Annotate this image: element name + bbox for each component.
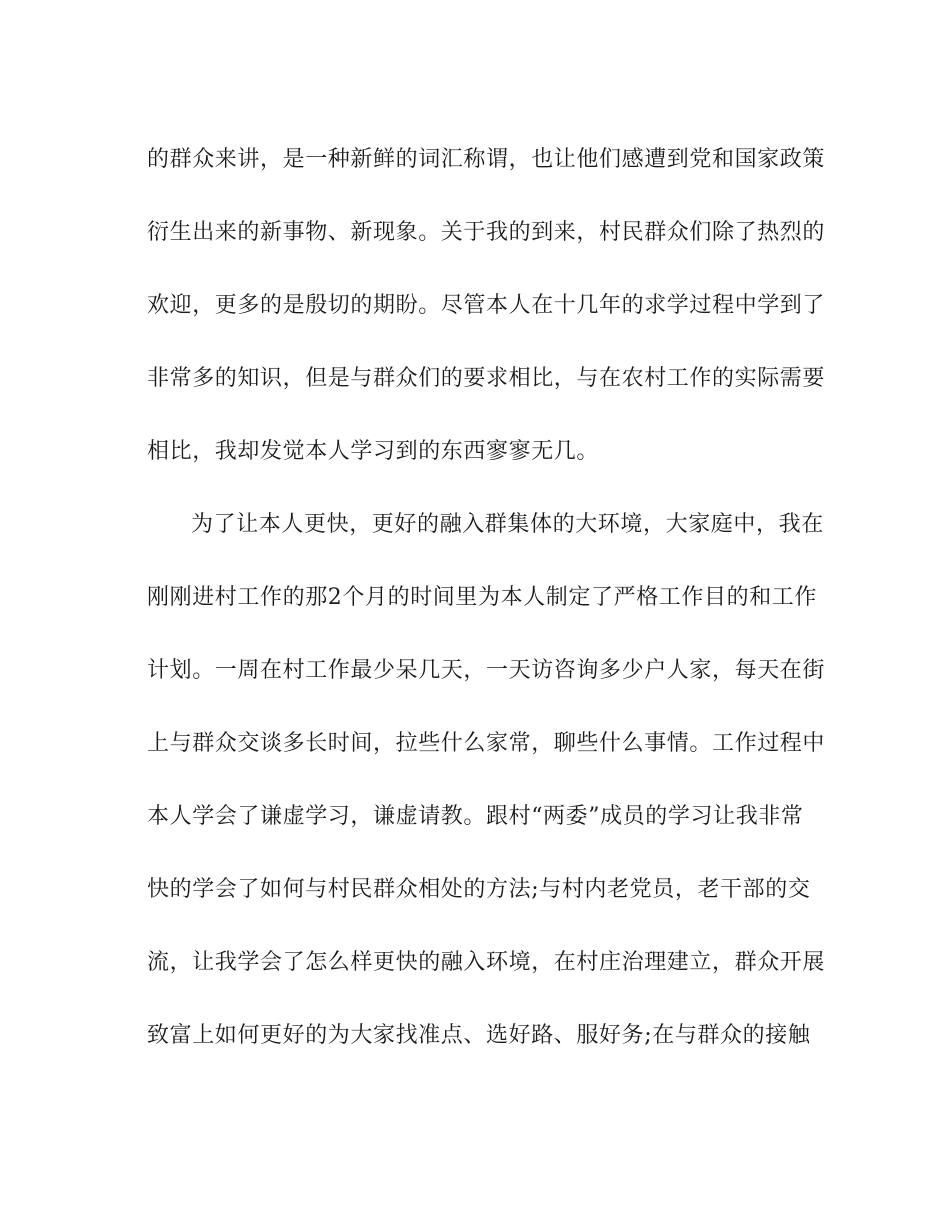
text-line: 计划。一周在村工作最少呆几天，一天访咨询多少户人家，每天在街 xyxy=(147,658,826,683)
text-line: 的群众来讲，是一种新鲜的词汇称谓，也让他们感遭到党和国家政策 xyxy=(147,147,826,172)
text-line: 上与群众交谈多长时间，拉些什么家常，聊些什么事情。工作过程中 xyxy=(147,731,826,756)
text-line: 刚刚进村工作的那2个月的时间里为本人制定了严格工作目的和工作 xyxy=(147,585,817,610)
text-line: 相比，我却发觉本人学习到的东西寥寥无几。 xyxy=(147,439,600,464)
text-line: 本人学会了谦虚学习，谦虚请教。跟村“两委”成员的学习让我非常 xyxy=(147,804,804,829)
text-line: 流，让我学会了怎么样更快的融入环境，在村庄治理建立，群众开展 xyxy=(147,950,826,975)
text-line: 快的学会了如何与村民群众相处的方法;与村内老党员，老干部的交 xyxy=(147,877,811,902)
text-line: 衍生出来的新事物、新现象。关于我的到来，村民群众们除了热烈的 xyxy=(147,220,826,245)
text-line: 致富上如何更好的为大家找准点、选好路、服好务;在与群众的接触 xyxy=(147,1023,811,1048)
paragraph-first-line: 为了让本人更快，更好的融入群集体的大环境，大家庭中，我在 xyxy=(191,512,824,537)
text-line: 欢迎，更多的是殷切的期盼。尽管本人在十几年的求学过程中学到了 xyxy=(147,293,826,318)
text-line: 非常多的知识，但是与群众们的要求相比，与在农村工作的实际需要 xyxy=(147,366,826,391)
body-text xyxy=(147,132,827,1081)
